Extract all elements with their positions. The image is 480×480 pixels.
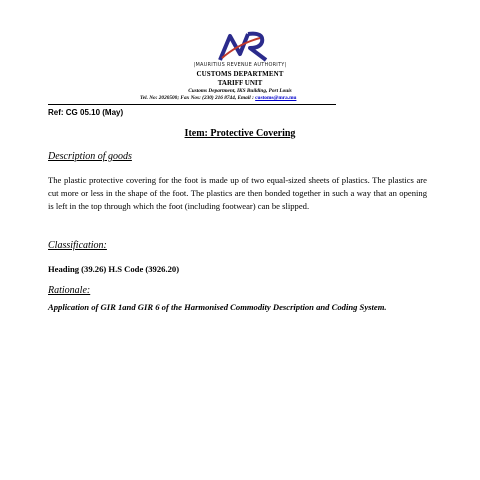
address-line: Customs Department, IKS Building, Port Louis [188, 88, 292, 94]
header-divider [48, 104, 336, 105]
description-body: The plastic protective covering for the foot is made up of two equal-sized sheets of plastics. The plastics are cut more or less in the shape of the foot. The plastics are then bonded together in such a way that an opening is left in the top through which the foot (including footwear) can be slipped. [48, 175, 427, 211]
hs-code-line: Heading (39.26) H.S Code (3926.20) [48, 264, 180, 274]
department-title: CUSTOMS DEPARTMENT [196, 70, 284, 78]
description-heading: Description of goods [48, 151, 132, 162]
email-link[interactable]: customs@mra.mu [255, 95, 297, 101]
rationale-body: Application of GIR 1and GIR 6 of the Harmonised Commodity Description and Coding System. [48, 302, 387, 312]
mra-logo [218, 28, 272, 62]
contact-line [140, 95, 440, 101]
unit-title: TARIFF UNIT [217, 79, 263, 87]
item-title: Item: Protective Covering [184, 128, 296, 139]
logo-subtext: |MAURITIUS REVENUE AUTHORITY| [193, 62, 287, 68]
reference-number: Ref: CG 05.10 (May) [48, 108, 124, 117]
rationale-heading: Rationale: [48, 285, 91, 296]
logo-r-shape [248, 34, 266, 60]
classification-heading: Classification: [48, 240, 107, 251]
contact-prefix: Tel. No: 2020500; Fax Nos: (230) 216 8744, Email : [140, 95, 254, 101]
